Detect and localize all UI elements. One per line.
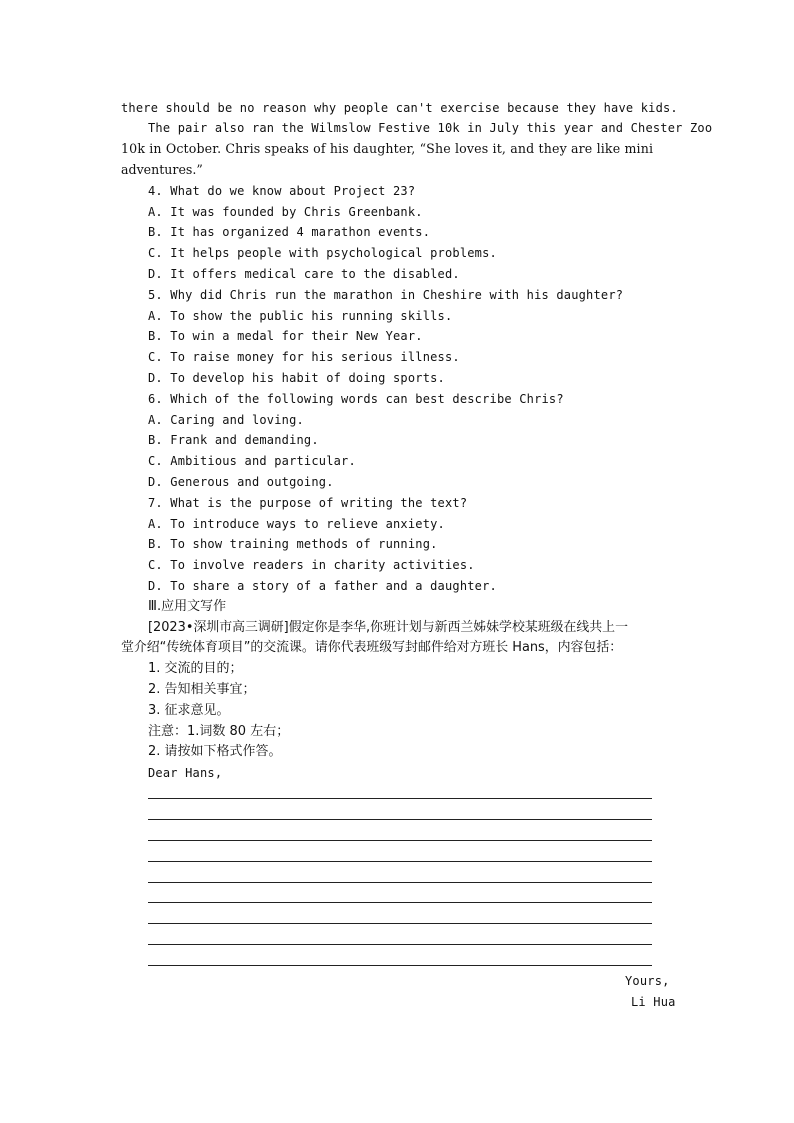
answer-line xyxy=(148,861,652,862)
question-4-stem: 4. What do we know about Project 23? xyxy=(148,184,416,198)
question-7-option-b: B. To show training methods of running. xyxy=(148,537,438,551)
question-5-option-a: A. To show the public his running skills. xyxy=(148,309,453,323)
question-6-stem: 6. Which of the following words can best describe Chris? xyxy=(148,392,564,406)
question-4-option-c: C. It helps people with psychological problems. xyxy=(148,246,497,260)
question-6-option-b: B. Frank and demanding. xyxy=(148,433,319,447)
answer-line xyxy=(148,798,652,799)
answer-line xyxy=(148,840,652,841)
question-4-option-a: A. It was founded by Chris Greenbank. xyxy=(148,205,423,219)
writing-point-3: 3. 征求意见。 xyxy=(148,703,230,718)
passage-line-2: The pair also ran the Wilmslow Festive 10k in July this year and Chester Zoo xyxy=(148,121,713,135)
letter-closing: Yours, xyxy=(625,974,670,988)
question-5-option-c: C. To raise money for his serious illness. xyxy=(148,350,460,364)
question-5-stem: 5. Why did Chris run the marathon in Cheshire with his daughter? xyxy=(148,288,624,302)
question-7-option-d: D. To share a story of a father and a daughter. xyxy=(148,579,497,593)
passage-line-1: there should be no reason why people can't exercise because they have kids. xyxy=(121,101,678,115)
question-5-option-d: D. To develop his habit of doing sports. xyxy=(148,371,445,385)
question-6-option-a: A. Caring and loving. xyxy=(148,413,304,427)
writing-point-1: 1. 交流的目的； xyxy=(148,661,243,676)
writing-note-1: 注意：1.词数 80 左右； xyxy=(148,724,290,739)
passage-line-3: 10k in October. Chris speaks of his daughter, “She loves it, and they are like mini xyxy=(121,141,654,156)
question-5-option-b: B. To win a medal for their New Year. xyxy=(148,329,423,343)
question-7-option-c: C. To involve readers in charity activities. xyxy=(148,558,475,572)
writing-point-2: 2. 告知相关事宜； xyxy=(148,682,256,697)
question-7-stem: 7. What is the purpose of writing the text? xyxy=(148,496,468,510)
answer-line xyxy=(148,902,652,903)
answer-line xyxy=(148,819,652,820)
answer-line xyxy=(148,944,652,945)
writing-prompt-line-1: [2023•深圳市高三调研]假定你是李华,你班计划与新西兰姊妹学校某班级在线共上一 xyxy=(148,620,628,635)
passage-line-4: adventures.” xyxy=(121,162,203,177)
letter-greeting: Dear Hans, xyxy=(148,766,223,780)
answer-line xyxy=(148,923,652,924)
answer-line xyxy=(148,882,652,883)
writing-prompt-line-2: 堂介绍“传统体育项目”的交流课。请你代表班级写封邮件给对方班长 Hans，内容包括： xyxy=(121,640,623,655)
question-6-option-d: D. Generous and outgoing. xyxy=(148,475,334,489)
writing-note-2: 2. 请按如下格式作答。 xyxy=(148,744,282,759)
question-4-option-d: D. It offers medical care to the disabled. xyxy=(148,267,460,281)
letter-signature: Li Hua xyxy=(631,995,676,1009)
answer-line xyxy=(148,965,652,966)
question-4-option-b: B. It has organized 4 marathon events. xyxy=(148,225,431,239)
question-6-option-c: C. Ambitious and particular. xyxy=(148,454,356,468)
section-title: Ⅲ.应用文写作 xyxy=(148,599,227,614)
question-7-option-a: A. To introduce ways to relieve anxiety. xyxy=(148,517,445,531)
